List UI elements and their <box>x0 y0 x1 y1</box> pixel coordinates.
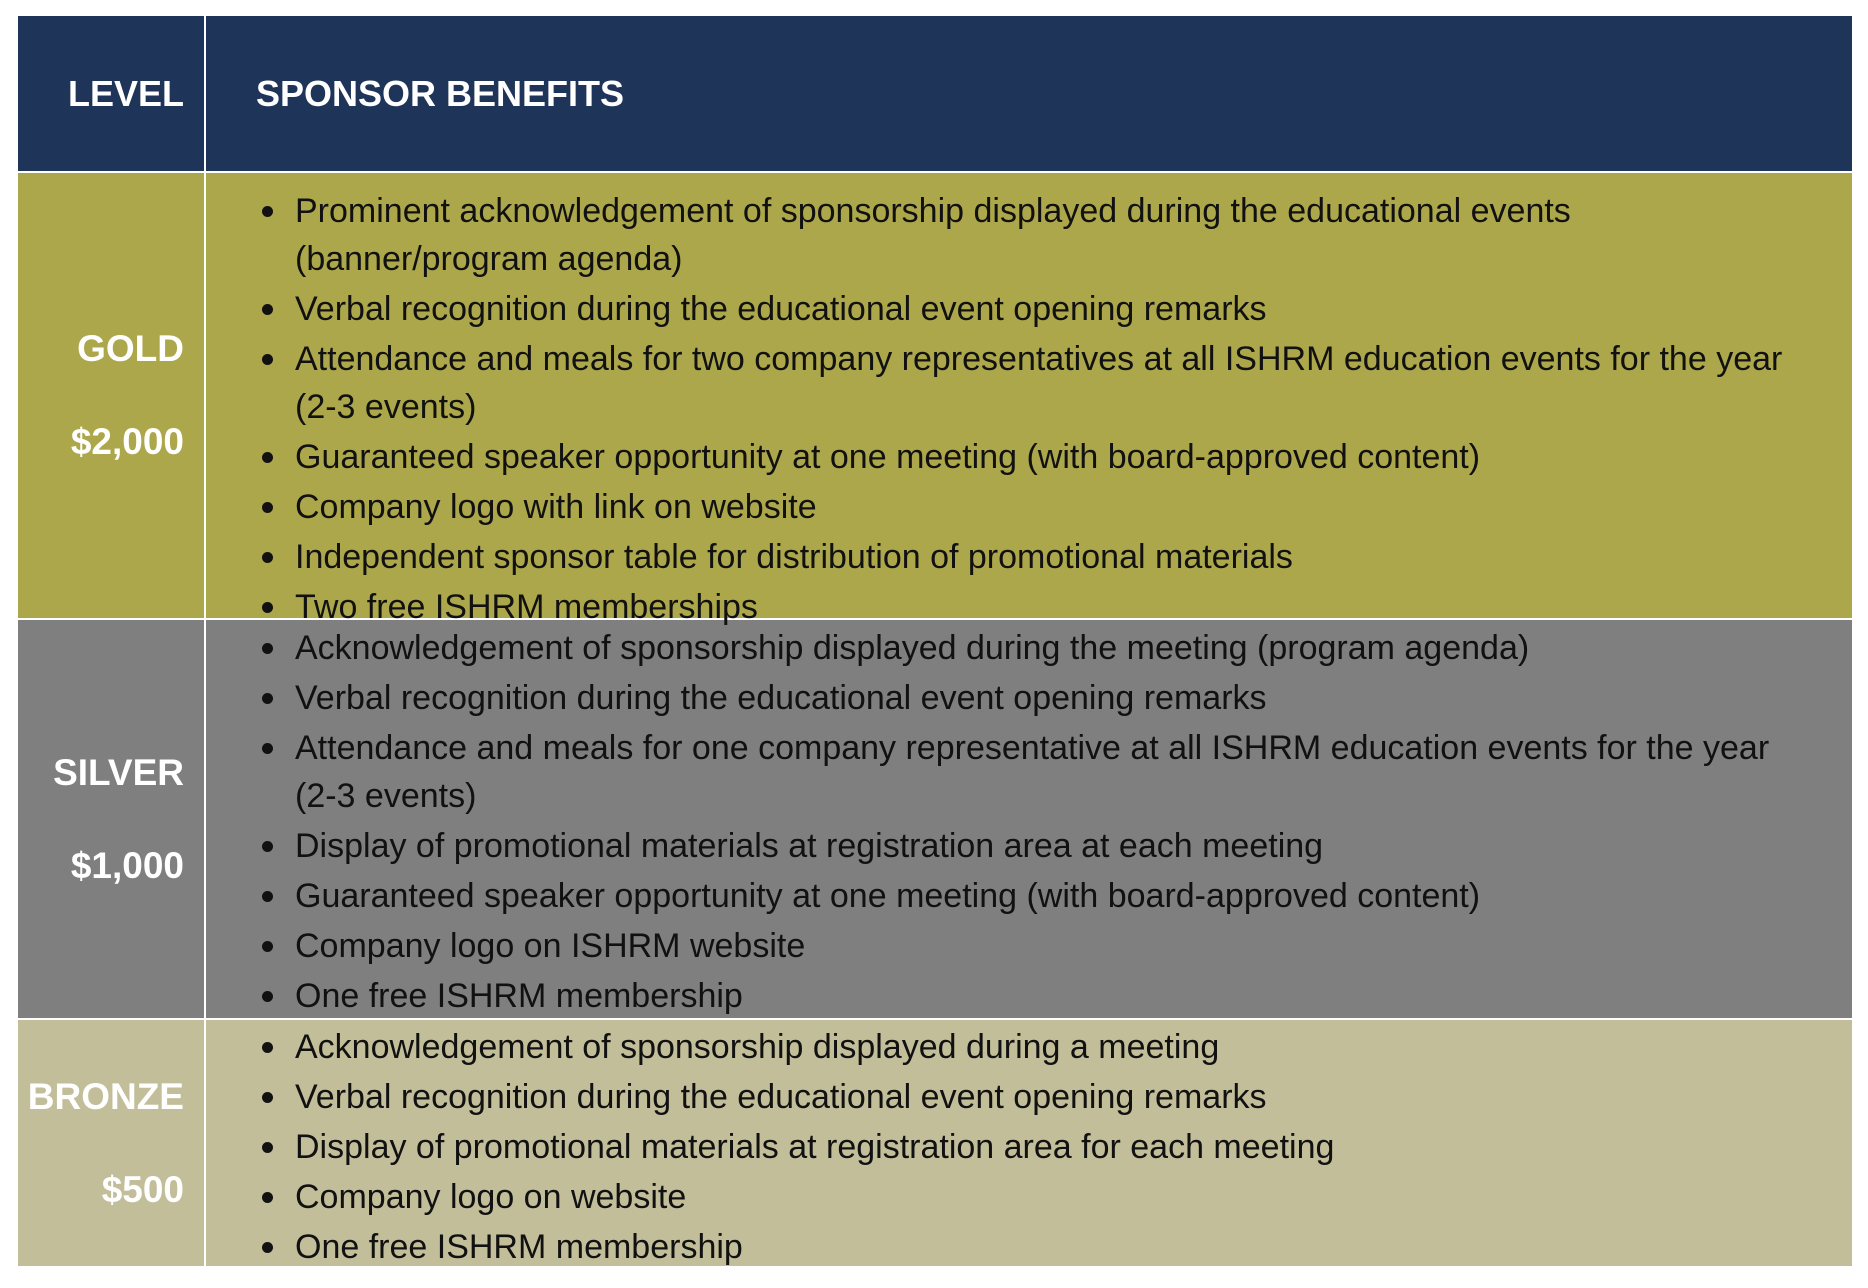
bronze-tier-price: $500 <box>101 1168 184 1210</box>
bullet-icon <box>262 304 273 315</box>
bullet-icon <box>262 1242 273 1253</box>
benefit-item <box>206 724 1852 820</box>
sponsor-levels-table <box>18 16 1852 1268</box>
bullet-icon <box>262 693 273 704</box>
benefit-item <box>206 872 1852 920</box>
benefit-item <box>206 285 1852 333</box>
benefit-item <box>206 1123 1852 1171</box>
benefit-text: One free ISHRM membership <box>295 1228 743 1266</box>
silver-tier-row <box>18 620 1852 1020</box>
benefit-item <box>206 433 1852 481</box>
gold-benefits-list <box>206 187 1852 631</box>
benefit-text: Attendance and meals for one company representative at all ISHRM education events for the year (2-3 events) <box>295 729 1770 815</box>
bullet-icon <box>262 602 273 613</box>
benefits-header-cell <box>206 16 1852 171</box>
gold-tier-name: GOLD <box>77 328 184 369</box>
bullet-icon <box>262 891 273 902</box>
bullet-icon <box>262 1142 273 1153</box>
benefit-text: Display of promotional materials at registration area at each meeting <box>295 827 1324 865</box>
bullet-icon <box>262 206 273 217</box>
benefit-item <box>206 533 1852 581</box>
benefit-text: Acknowledgement of sponsorship displayed during a meeting <box>295 1028 1220 1066</box>
benefit-text: Acknowledgement of sponsorship displayed during the meeting (program agenda) <box>295 629 1530 667</box>
benefit-item <box>206 335 1852 431</box>
benefit-text: Company logo on website <box>295 1178 687 1216</box>
table-header-row <box>18 16 1852 173</box>
benefit-item <box>206 1173 1852 1221</box>
benefit-text: Guaranteed speaker opportunity at one meeting (with board-approved content) <box>295 438 1481 476</box>
bronze-benefits-list <box>206 1023 1852 1271</box>
bullet-icon <box>262 1192 273 1203</box>
benefit-item <box>206 1023 1852 1071</box>
gold-level-cell <box>18 173 206 618</box>
benefit-text: Attendance and meals for two company representatives at all ISHRM education events for the year (2-3 events) <box>295 340 1783 426</box>
benefit-text: Independent sponsor table for distribution of promotional materials <box>295 538 1293 576</box>
silver-benefits-cell <box>206 620 1852 1018</box>
benefit-item <box>206 624 1852 672</box>
bullet-icon <box>262 1092 273 1103</box>
bullet-icon <box>262 643 273 654</box>
benefit-text: Verbal recognition during the educational event opening remarks <box>295 679 1267 717</box>
silver-tier-price: $1,000 <box>70 844 184 886</box>
bullet-icon <box>262 502 273 513</box>
benefit-item <box>206 1073 1852 1121</box>
bullet-icon <box>262 941 273 952</box>
benefits-column-header: SPONSOR BENEFITS <box>256 72 625 114</box>
benefit-item <box>206 187 1852 283</box>
benefit-text: Two free ISHRM memberships <box>295 588 758 626</box>
bronze-level-cell <box>18 1020 206 1266</box>
benefit-text: Verbal recognition during the educational event opening remarks <box>295 290 1267 328</box>
gold-tier-row <box>18 173 1852 626</box>
bronze-benefits-cell <box>206 1020 1852 1266</box>
benefit-text: Display of promotional materials at registration area for each meeting <box>295 1128 1335 1166</box>
benefit-item <box>206 483 1852 531</box>
gold-tier-price: $2,000 <box>70 421 184 462</box>
benefit-text: Company logo with link on website <box>295 488 817 526</box>
bullet-icon <box>262 743 273 754</box>
bullet-icon <box>262 452 273 463</box>
benefit-text: Company logo on ISHRM website <box>295 927 806 965</box>
bullet-icon <box>262 552 273 563</box>
benefit-text: Guaranteed speaker opportunity at one meeting (with board-approved content) <box>295 877 1481 915</box>
benefit-text: Prominent acknowledgement of sponsorship displayed during the educational events (banner/program agenda) <box>295 192 1571 278</box>
bronze-tier-name: BRONZE <box>27 1075 184 1117</box>
benefit-text: One free ISHRM membership <box>295 977 743 1015</box>
benefit-text: Verbal recognition during the educational event opening remarks <box>295 1078 1267 1116</box>
bronze-tier-row <box>18 1020 1852 1268</box>
bullet-icon <box>262 1042 273 1053</box>
silver-tier-name: SILVER <box>53 751 184 793</box>
bullet-icon <box>262 841 273 852</box>
benefit-item <box>206 922 1852 970</box>
level-header-cell <box>18 16 206 171</box>
bullet-icon <box>262 991 273 1002</box>
silver-level-cell <box>18 620 206 1018</box>
benefit-item <box>206 674 1852 722</box>
level-column-header: LEVEL <box>67 72 184 114</box>
bullet-icon <box>262 354 273 365</box>
benefit-item <box>206 972 1852 1020</box>
gold-benefits-cell <box>206 173 1852 626</box>
benefit-item <box>206 1223 1852 1271</box>
silver-benefits-list <box>206 624 1852 1020</box>
benefit-item <box>206 822 1852 870</box>
